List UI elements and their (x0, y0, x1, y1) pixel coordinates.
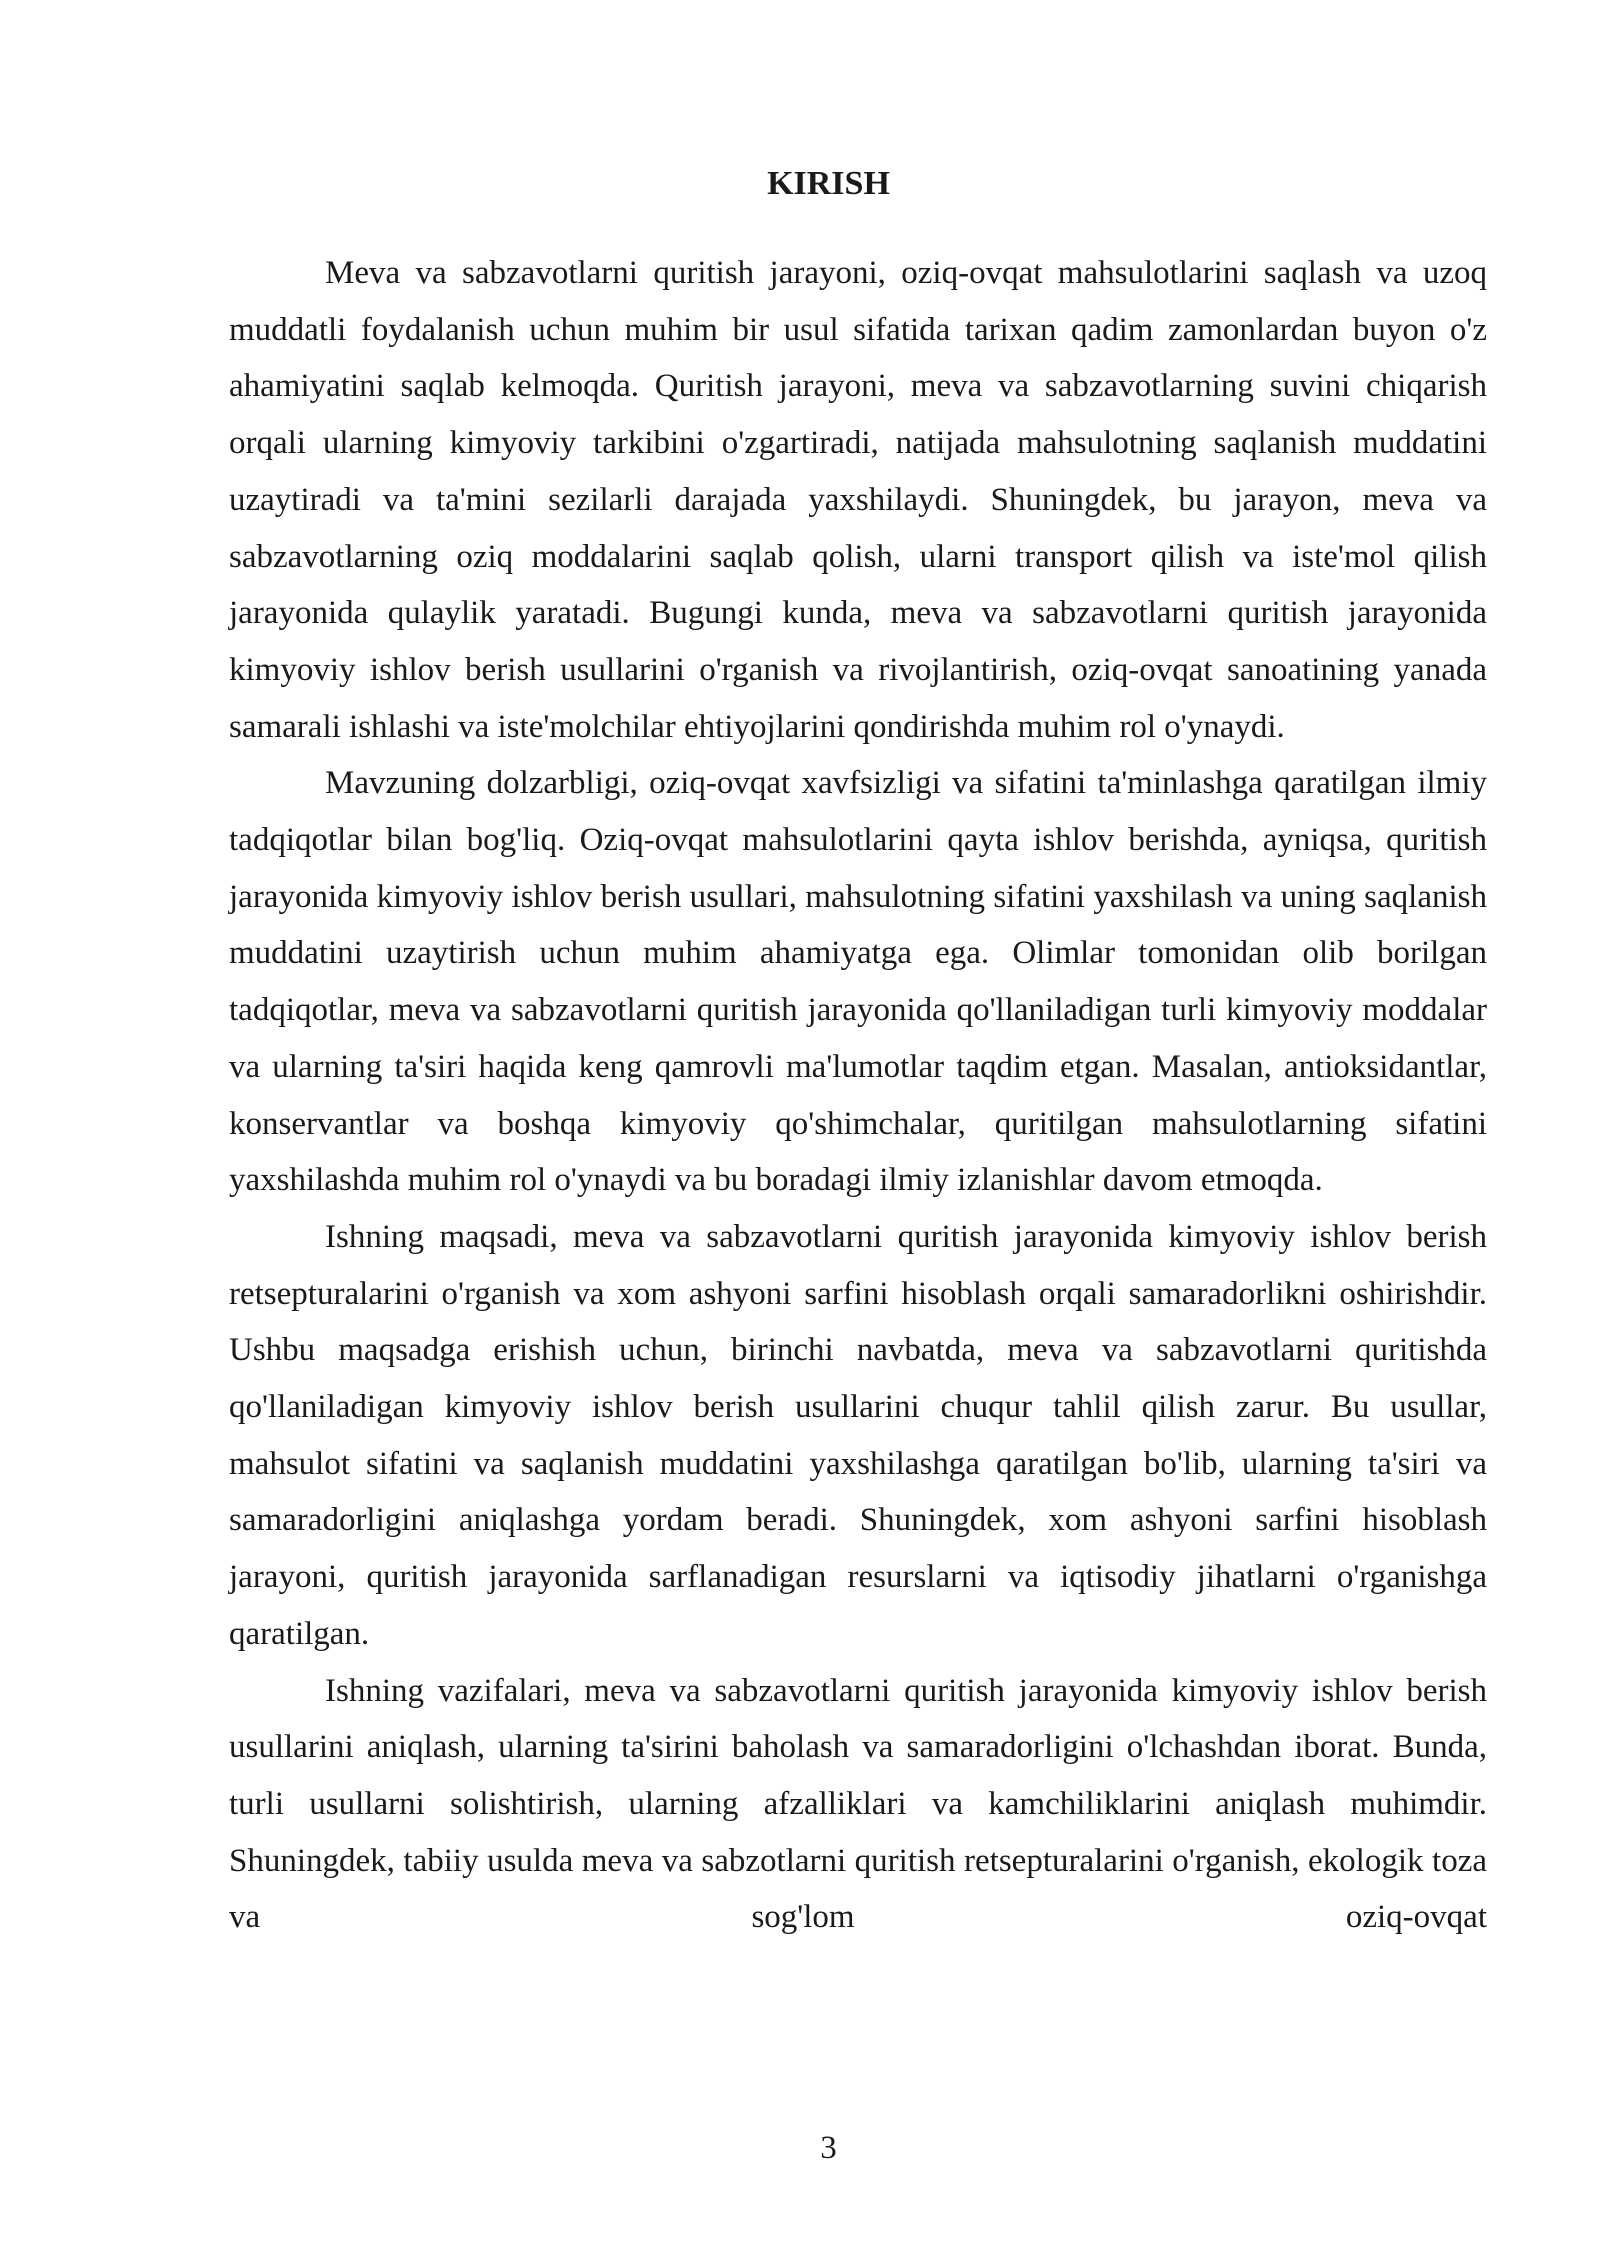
page-number: 3 (820, 2130, 837, 2166)
paragraph-goal: Ishning maqsadi, meva va sabzavotlarni quritish jarayonida kimyoviy ishlov berish retsepturalarini o'rganish va xom ashyoni sarfini hisoblash orqali samaradorlikni oshirishdir. Ushbu maqsadga erishish uchun, birinchi navbatda, meva va sabzavotlarni quritishda qo'llaniladigan kimyoviy ishlov berish usullarini chuqur tahlil qilish zarur. Bu usullar, mahsulot sifatini va saqlanish muddatini yaxshilashga qaratilgan bo'lib, ularning ta'siri va samaradorligini aniqlashga yordam beradi. Shuningdek, xom ashyoni sarfini hisoblash jarayoni, quritish jarayonida sarflanadigan resurslarni va iqtisodiy jihatlarni o'rganishga qaratilgan. (229, 1218, 1487, 1652)
paragraph-introduction: Meva va sabzavotlarni quritish jarayoni, oziq-ovqat mahsulotlarini saqlash va uzoq muddatli foydalanish uchun muhim bir usul sifatida tarixan qadim zamonlardan buyon o'z ahamiyatini saqlab kelmoqda. Quritish jarayoni, meva va sabzavotlarning suvini chiqarish orqali ularning kimyoviy tarkibini o'zgartiradi, natijada mahsulotning saqlanish muddatini uzaytiradi va ta'mini sezilarli darajada yaxshilaydi. Shuningdek, bu jarayon, meva va sabzavotlarning oziq moddalarini saqlab qolish, ularni transport qilish va iste'mol qilish jarayonida qulaylik yaratadi. Bugungi kunda, meva va sabzavotlarni quritish jarayonida kimyoviy ishlov berish usullarini o'rganish va rivojlantirish, oziq-ovqat sanoatining yanada samarali ishlashi va iste'molchilar ehtiyojlarini qondirishda muhim rol o'ynaydi. (229, 255, 1487, 745)
body-text (229, 245, 1487, 1946)
page-title: KIRISH (767, 165, 890, 202)
paragraph-tasks: Ishning vazifalari, meva va sabzavotlarni quritish jarayonida kimyoviy ishlov berish usullarini aniqlash, ularning ta'sirini baholash va samaradorligini o'lchashdan iborat. Bunda, turli usullarni solishtirish, ularning afzalliklari va kamchiliklarini aniqlash muhimdir. Shuningdek, tabiiy usulda meva va sabzotlarni quritish retsepturalarini o'rganish, ekologik toza va sog'lom oziq-ovqat (229, 1672, 1487, 1936)
paragraph-relevance: Mavzuning dolzarbligi, oziq-ovqat xavfsizligi va sifatini ta'minlashga qaratilgan ilmiy tadqiqotlar bilan bog'liq. Oziq-ovqat mahsulotlarini qayta ishlov berishda, ayniqsa, quritish jarayonida kimyoviy ishlov berish usullari, mahsulotning sifatini yaxshilash va uning saqlanish muddatini uzaytirish uchun muhim ahamiyatga ega. Olimlar tomonidan olib borilgan tadqiqotlar, meva va sabzavotlarni quritish jarayonida qo'llaniladigan turli kimyoviy moddalar va ularning ta'siri haqida keng qamrovli ma'lumotlar taqdim etgan. Masalan, antioksidantlar, konservantlar va boshqa kimyoviy qo'shimchalar, quritilgan mahsulotlarning sifatini yaxshilashda muhim rol o'ynaydi va bu boradagi ilmiy izlanishlar davom etmoqda. (229, 765, 1487, 1199)
